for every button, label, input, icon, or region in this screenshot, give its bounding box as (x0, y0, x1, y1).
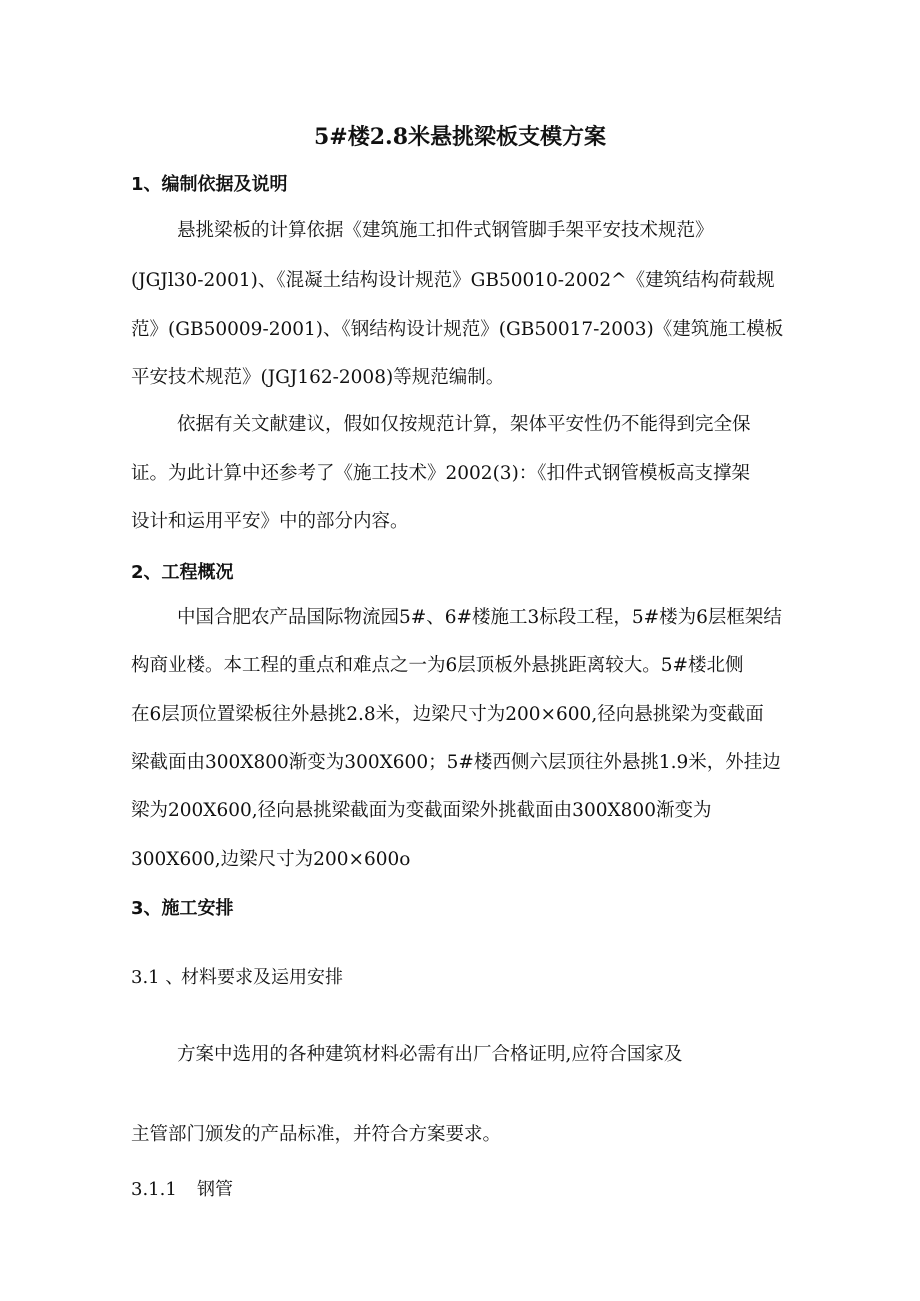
paragraph-line: 悬挑梁板的计算依据《建筑施工扣件式钢管脚手架平安技术规范》 (177, 220, 714, 241)
subsection-number: 3.1.1 (131, 1179, 177, 1200)
paragraph-line: 证。为此计算中还参考了《施工技术》2002(3)：《扣件式钢管模板高支撑架 (131, 463, 751, 484)
subsection-label: 材料要求及运用安排 (181, 967, 343, 988)
paragraph-line: (JGJl30-2001)、《混凝土结构设计规范》GB50010-2002^《建筑结构荷载规 (131, 270, 775, 291)
paragraph-line: 范》(GB50009-2001)、《钢结构设计规范》(GB50017-2003)《建筑施工模板 (131, 319, 784, 340)
paragraph-line: 梁为200X600,径向悬挑梁截面为变截面梁外挑截面由300X800渐变为 (131, 800, 712, 821)
section-3-heading: 3、施工安排 (131, 898, 234, 919)
paragraph-line: 依据有关文献建议，假如仅按规范计算，架体平安性仍不能得到完全保 (177, 414, 751, 435)
paragraph-line: 平安技术规范》(JGJ162-2008)等规范编制。 (131, 367, 505, 388)
section-1-heading: 1、编制依据及说明 (131, 174, 288, 195)
paragraph-line: 梁截面由300X800渐变为300X600；5#楼西侧六层顶往外悬挑1.9米，外挂边 (131, 752, 781, 773)
paragraph-line: 设计和运用平安》中的部分内容。 (131, 511, 409, 532)
paragraph-line: 300X600,边梁尺寸为200×600o (131, 849, 411, 870)
paragraph-line: 中国合肥农产品国际物流园5#、6#楼施工3标段工程，5#楼为6层框架结 (177, 607, 782, 628)
document-title: 5#楼2.8米悬挑梁板支模方案 (313, 124, 607, 150)
paragraph-line: 构商业楼。本工程的重点和难点之一为6层顶板外悬挑距离较大。5#楼北侧 (131, 655, 744, 676)
subsection-label: 钢管 (197, 1179, 233, 1200)
paragraph-line: 主管部门颁发的产品标准，并符合方案要求。 (131, 1124, 502, 1145)
subsection-number: 3.1 、 (131, 967, 184, 988)
section-2-heading: 2、工程概况 (131, 562, 234, 583)
paragraph-line: 在6层顶位置梁板往外悬挑2.8米，边梁尺寸为200×600,径向悬挑梁为变截面 (131, 704, 764, 725)
paragraph-line: 方案中选用的各种建筑材料必需有出厂合格证明,应符合国家及 (177, 1044, 683, 1065)
